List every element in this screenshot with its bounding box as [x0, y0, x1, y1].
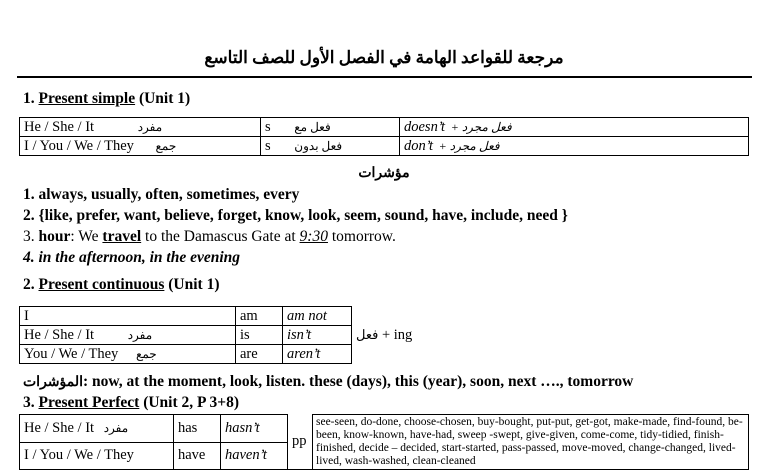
table-row: [20, 118, 749, 137]
section-2-heading: 2. Present continuous (Unit 1): [23, 276, 220, 293]
irregular-verbs-list: see-seen, do-done, choose-chosen, buy-bought, put-put, get-got, make-made, find-found, be-been, know-known, have-had, sweep -swept, give-given, come-come, tidy-tidied, finish-finished, decide – decided, start-started, pass-passed, move-moved, change-changed, lived-lived, wash-washed, clean-cleaned: [313, 415, 749, 470]
section-unit: (Unit 1): [138, 90, 191, 107]
subject-cell: He / She / It مفرد: [20, 326, 236, 345]
pp-cell: pp: [288, 415, 313, 470]
subject-cell: You / We / They جمع: [20, 345, 236, 364]
continuous-indicators: المؤشرات: now, at the moment, look, listen. these (days), this (year), soon, next …., tomorrow: [23, 373, 634, 390]
page-title: مرجعة للقواعد الهامة في الفصل الأول للصف التاسع: [204, 48, 564, 67]
indicator-line-1: 1. always, usually, often, sometimes, every: [23, 186, 300, 203]
negative-cell: isn’t: [283, 326, 352, 345]
negative-cell: doesn’t فعل مجرد +: [400, 118, 749, 137]
negative-cell: don’t فعل مجرد +: [400, 137, 749, 156]
form-cell: s فعل مع: [261, 118, 400, 137]
indicator-line-2: 2. {like, prefer, want, believe, forget, know, look, seem, sound, have, include, need }: [23, 207, 568, 224]
table-row: [20, 307, 441, 326]
subject-cell: I: [20, 307, 236, 326]
verb-note-cell: فعل + ing: [352, 307, 441, 364]
present-perfect-table: [19, 414, 749, 470]
negative-cell: am not: [283, 307, 352, 326]
indicator-line-4: 4. in the afternoon, in the evening: [23, 249, 241, 266]
present-simple-table: [19, 117, 749, 156]
aux-cell: has: [174, 415, 221, 443]
section-3-heading: 3. Present Perfect (Unit 2, P 3+8): [23, 394, 240, 411]
indicators-title: مؤشرات: [358, 166, 410, 181]
form-cell: s فعل بدون: [261, 137, 400, 156]
aux-cell: are: [236, 345, 283, 364]
aux-cell: am: [236, 307, 283, 326]
table-row: [20, 137, 749, 156]
indicator-line-3: 3. hour: We travel to the Damascus Gate at 9:30 tomorrow.: [23, 228, 396, 245]
aux-cell: is: [236, 326, 283, 345]
negative-cell: hasn’t: [221, 415, 288, 443]
section-1-heading: [23, 90, 190, 108]
title-rule: [17, 76, 752, 78]
subject-cell: I / You / We / They جمع: [20, 137, 261, 156]
negative-cell: aren’t: [283, 345, 352, 364]
section-name: Present simple: [38, 90, 136, 107]
negative-cell: haven’t: [221, 442, 288, 470]
subject-cell: He / She / It مفرد: [20, 118, 261, 137]
table-row: [20, 415, 749, 443]
section-number: 1.: [23, 90, 35, 107]
subject-cell: I / You / We / They: [20, 442, 174, 470]
aux-cell: have: [174, 442, 221, 470]
subject-cell: He / She / It مفرد: [20, 415, 174, 443]
present-continuous-table: [19, 306, 440, 364]
